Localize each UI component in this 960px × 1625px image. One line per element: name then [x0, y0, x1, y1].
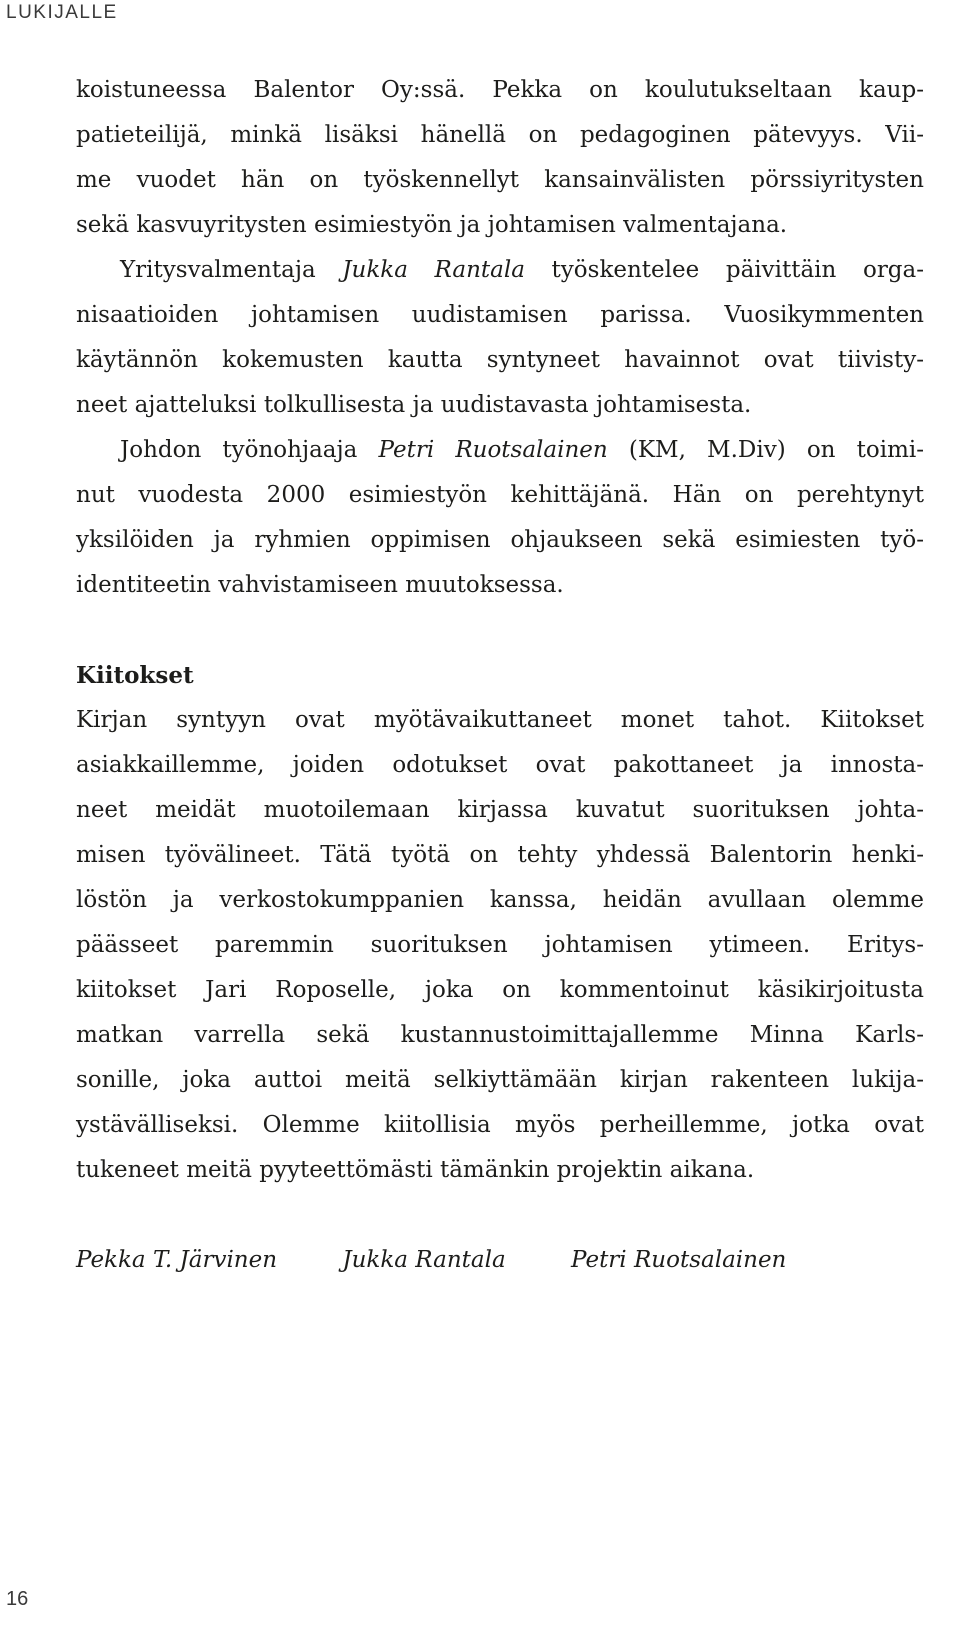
- author-name: Jukka Rantala: [342, 257, 525, 283]
- text-line: päässeet paremmin suorituksen johtamisen ytimeen. Eritys-: [76, 932, 924, 958]
- text-line: sekä kasvuyritysten esimiestyön ja johtamisen valmentajana.: [76, 212, 788, 238]
- text-line: nisaatioiden johtamisen uudistamisen parissa. Vuosikymmenten: [76, 302, 924, 328]
- text-line: [76, 428, 924, 473]
- text-run: (KM, M.Div) on toimi-: [607, 437, 925, 463]
- text-line: kiitokset Jari Roposelle, joka on kommentoinut käsikirjoitusta: [76, 977, 924, 1003]
- text-line: käytännön kokemusten kautta syntyneet havainnot ovat tiivisty-: [76, 347, 924, 373]
- author-bio-pekka: [76, 68, 924, 248]
- page-body: [76, 68, 924, 1283]
- text-line: neet ajatteluksi tolkullisesta ja uudistavasta johtamisesta.: [76, 392, 752, 418]
- author-bio-jukka: [76, 248, 924, 428]
- text-line: me vuodet hän on työskennellyt kansainvälisten pörssiyritysten: [76, 167, 924, 193]
- text-line: koistuneessa Balentor Oy:ssä. Pekka on koulutukseltaan kaup-: [76, 77, 924, 103]
- text-line: asiakkaillemme, joiden odotukset ovat pakottaneet ja innosta-: [76, 752, 924, 778]
- signature-name: Petri Ruotsalainen: [571, 1247, 787, 1273]
- text-line: löstön ja verkostokumppanien kanssa, heidän avullaan olemme: [76, 887, 924, 913]
- text-line: patieteilijä, minkä lisäksi hänellä on pedagoginen pätevyys. Vii-: [76, 122, 924, 148]
- section-heading: Kiitokset: [76, 662, 194, 689]
- text-run: Yritysvalmentaja: [120, 257, 343, 283]
- text-line: neet meidät muotoilemaan kirjassa kuvatut suorituksen johta-: [76, 797, 924, 823]
- text-line: misen työvälineet. Tätä työtä on tehty yhdessä Balentorin henki-: [76, 842, 924, 868]
- text-line: [76, 248, 924, 293]
- signatures: [76, 1238, 924, 1283]
- signature-name: Pekka T. Järvinen: [76, 1247, 278, 1273]
- page-number: 16: [6, 1588, 29, 1610]
- running-head: LUKIJALLE: [6, 2, 118, 23]
- author-name: Petri Ruotsalainen: [378, 437, 608, 463]
- text-run: Johdon työnohjaaja: [120, 437, 379, 463]
- acknowledgements-paragraph: [76, 698, 924, 1193]
- text-line: matkan varrella sekä kustannustoimittajallemme Minna Karls-: [76, 1022, 924, 1048]
- text-line: nut vuodesta 2000 esimiestyön kehittäjänä. Hän on perehtynyt: [76, 482, 924, 508]
- text-line: yksilöiden ja ryhmien oppimisen ohjaukseen sekä esimiesten työ-: [76, 527, 924, 553]
- signature-name: Jukka Rantala: [342, 1247, 506, 1273]
- text-line: sonille, joka auttoi meitä selkiyttämään kirjan rakenteen lukija-: [76, 1067, 924, 1093]
- author-bio-petri: [76, 428, 924, 608]
- text-line: tukeneet meitä pyyteettömästi tämänkin projektin aikana.: [76, 1157, 755, 1183]
- text-run: työskentelee päivittäin orga-: [524, 257, 925, 283]
- text-line: ystävälliseksi. Olemme kiitollisia myös perheillemme, jotka ovat: [76, 1112, 924, 1138]
- text-line: identiteetin vahvistamiseen muutoksessa.: [76, 572, 564, 598]
- text-line: Kirjan syntyyn ovat myötävaikuttaneet monet tahot. Kiitokset: [76, 707, 924, 733]
